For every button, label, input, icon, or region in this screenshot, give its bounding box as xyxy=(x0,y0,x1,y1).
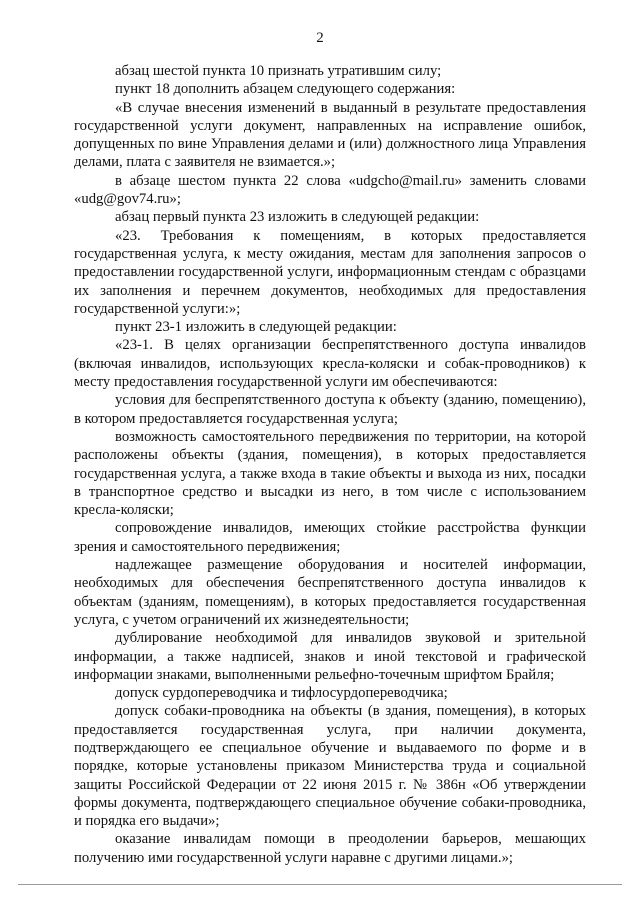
paragraph: пункт 23-1 изложить в следующей редакции: xyxy=(115,319,397,336)
paragraph: надлежащее размещение оборудования и носителей информации, необходимых для обеспечения беспрепятственного доступа инвалидов к объектам (зданиям, помещениям), в которых предоставляется государственная услуга, с учетом ограничений их жизнедеятельности; xyxy=(74,557,586,628)
paragraph: абзац первый пункта 23 изложить в следующей редакции: xyxy=(115,209,480,226)
paragraph: возможность самостоятельного передвижения по территории, на которой расположены объекты (здания, помещения), в которых предоставляется государственная услуга, а также входа в такие объекты и выхода из них, посадки в транспортное средство и высадки из него, в том числе с использованием кресла-коляски; xyxy=(74,428,586,519)
paragraph: оказание инвалидам помощи в преодолении барьеров, мешающих получению ими государственной услуги наравне с другими лицами.»; xyxy=(74,831,586,866)
paragraph: в абзаце шестом пункта 22 слова «udgcho@mail.ru» заменить словами «udg@gov74.ru»; xyxy=(74,172,586,208)
paragraph: допуск сурдопереводчика и тифлосурдопереводчика; xyxy=(115,685,448,702)
paragraph: абзац шестой пункта 10 признать утратившим силу; xyxy=(115,63,442,79)
paragraph: пункт 18 дополнить абзацем следующего содержания: xyxy=(115,81,456,98)
paragraph: допуск собаки-проводника на объекты (в здания, помещения), в которых предоставляется государственная услуга, при наличии документа, подтверждающего ее специальное обучение и выдаваемого по форме и в порядке, которые установлены приказом Министерства труда и социальной защиты Российской Федерации от 22 июня 2015 г. № 386н «Об утверждении формы документа, подтверждающего специальное обучение собаки-проводника, и порядка его выдачи»; xyxy=(74,703,586,830)
paragraph: дублирование необходимой для инвалидов звуковой и зрительной информации, а также надписей, знаков и иной текстовой и графической информации знаками, выполненными рельефно-точечным шрифтом Брайля; xyxy=(74,630,586,683)
paragraph: сопровождение инвалидов, имеющих стойкие расстройства функции зрения и самостоятельного передвижения; xyxy=(74,520,586,555)
paragraph: «23. Требования к помещениям, в которых предоставляется государственная услуга, к месту ожидания, местам для заполнения запросов о предоставлении государственной услуги, информационным стендам с образцами их заполнения и перечнем документов, необходимых для предоставления государственной услуги:»; xyxy=(74,227,586,317)
paragraph: условия для беспрепятственного доступа к объекту (зданию, помещению), в котором предоставляется государственная услуга; xyxy=(74,392,586,427)
paragraph: «В случае внесения изменений в выданный в результате предоставления государственной услуги документ, направленных на исправление ошибок, допущенных по вине Управления делами и (или) должностного лица Управления делами, плата с заявителя не взимается.»; xyxy=(74,99,586,171)
page-number: 2 xyxy=(316,30,324,46)
paragraph: «23-1. В целях организации беспрепятственного доступа инвалидов (включая инвалидов, использующих кресла-коляски и собак-проводников) к месту предоставления государственной услуги им обеспечиваются: xyxy=(74,337,586,391)
bottom-rule xyxy=(18,884,622,885)
document-body xyxy=(74,62,586,867)
